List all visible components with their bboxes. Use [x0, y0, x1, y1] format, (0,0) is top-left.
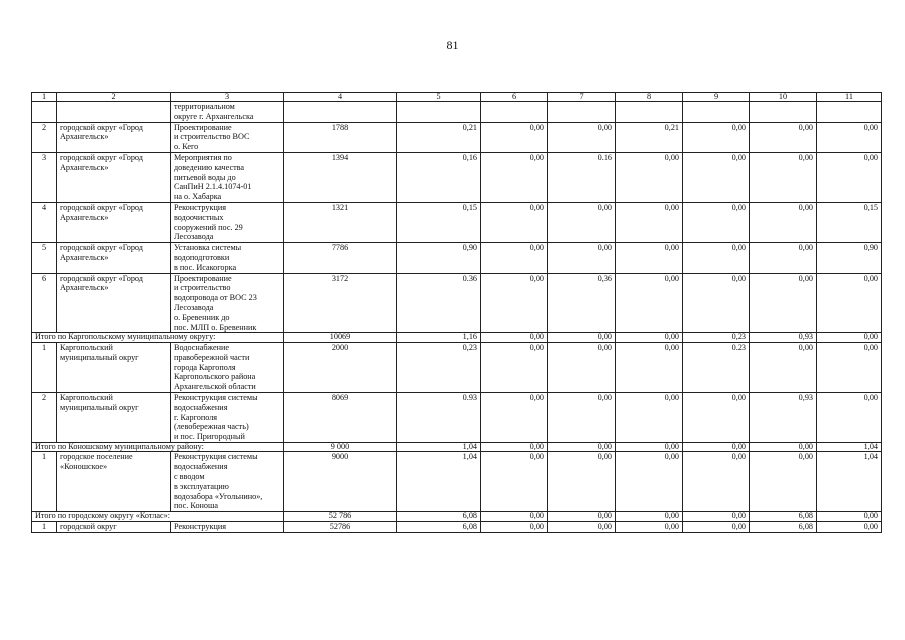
- table-row: [32, 342, 882, 392]
- table-cell: 0,00: [481, 333, 548, 343]
- table-cell: 0,00: [683, 521, 750, 532]
- table-cell: 0.93: [397, 392, 481, 442]
- table-cell: Каргопольский муниципальный округ: [57, 342, 171, 392]
- table-cell: 0,16: [397, 152, 481, 202]
- table-cell: [548, 102, 616, 123]
- table-cell: городской округ «Город Архангельск»: [57, 152, 171, 202]
- table-row: [32, 521, 882, 532]
- table-cell: 1: [32, 521, 57, 532]
- table-cell: 8069: [284, 392, 397, 442]
- total-row: [32, 333, 882, 343]
- table-cell: 0,00: [481, 342, 548, 392]
- table-cell: 1,04: [397, 452, 481, 512]
- table-cell: 6,08: [397, 521, 481, 532]
- table-cell: 0,00: [817, 512, 882, 522]
- table-cell: 0,00: [616, 392, 683, 442]
- table-cell: 1788: [284, 122, 397, 152]
- table-cell: 6,08: [750, 521, 817, 532]
- table-cell: 0,90: [817, 243, 882, 273]
- table-cell: 0,00: [548, 392, 616, 442]
- table-cell: Реконструкция системы водоснабжения с вводом в эксплуатацию водозабора «Угольнино», пос. Коноша: [171, 452, 284, 512]
- table-cell: 0,00: [750, 442, 817, 452]
- table-cell: городской округ «Город Архангельск»: [57, 202, 171, 242]
- table-header-row: [32, 93, 882, 102]
- total-row-label: Итого по Каргопольскому муниципальному округу:: [32, 333, 284, 343]
- table-cell: 0,00: [481, 122, 548, 152]
- table-cell: [683, 102, 750, 123]
- table-cell: 0,23: [397, 342, 481, 392]
- table-cell: Каргопольский муниципальный округ: [57, 392, 171, 442]
- table-cell: 2: [32, 122, 57, 152]
- table-cell: [397, 102, 481, 123]
- table-cell: 0,93: [750, 333, 817, 343]
- table-cell: 0,00: [683, 452, 750, 512]
- column-number-header: 2: [57, 93, 171, 102]
- table-cell: 0,00: [817, 521, 882, 532]
- table-cell: 0,21: [397, 122, 481, 152]
- table-cell: 2: [32, 392, 57, 442]
- table-cell: 0.23: [683, 342, 750, 392]
- table-cell: Реконструкция: [171, 521, 284, 532]
- table-row: [32, 202, 882, 242]
- table-cell: 0,00: [616, 442, 683, 452]
- table-cell: 0,00: [481, 273, 548, 333]
- table-cell: 0,00: [548, 452, 616, 512]
- table-cell: 0,00: [817, 333, 882, 343]
- table-cell: 0,00: [548, 122, 616, 152]
- table-cell: 1,04: [397, 442, 481, 452]
- table-cell: Реконструкция водоочистных сооружений пос. 29 Лесозавода: [171, 202, 284, 242]
- table-cell: 6,08: [750, 512, 817, 522]
- table-cell: 6: [32, 273, 57, 333]
- table-cell: 0,00: [683, 512, 750, 522]
- table-cell: 0,00: [750, 152, 817, 202]
- table-cell: 3172: [284, 273, 397, 333]
- table-cell: 0,00: [616, 333, 683, 343]
- table-cell: 0,93: [750, 392, 817, 442]
- table-cell: 0,00: [548, 521, 616, 532]
- table-cell: 52786: [284, 521, 397, 532]
- table-cell: 0,00: [616, 273, 683, 333]
- table-cell: городской округ «Город Архангельск»: [57, 122, 171, 152]
- table-row: [32, 152, 882, 202]
- table-cell: 1: [32, 452, 57, 512]
- table-cell: 0,00: [817, 122, 882, 152]
- table-cell: 0,00: [817, 273, 882, 333]
- table-cell: 0,15: [397, 202, 481, 242]
- table-cell: 0,00: [750, 122, 817, 152]
- table-cell: 2000: [284, 342, 397, 392]
- column-number-header: 8: [616, 93, 683, 102]
- table-cell: Установка системы водоподготовки в пос. Исакогорка: [171, 243, 284, 273]
- table-cell: 0,23: [683, 333, 750, 343]
- table-cell: 0,00: [481, 392, 548, 442]
- table-cell: 1: [32, 342, 57, 392]
- table-row: [32, 102, 882, 123]
- table-cell: 0,00: [548, 342, 616, 392]
- table-cell: 0,00: [548, 202, 616, 242]
- table-cell: 0,00: [683, 442, 750, 452]
- table-cell: 6,08: [397, 512, 481, 522]
- table-cell: 0,00: [750, 452, 817, 512]
- table-cell: Проектирование и строительство ВОС о. Кего: [171, 122, 284, 152]
- table-cell: городской округ «Город Архангельск»: [57, 273, 171, 333]
- total-row-label: Итого по городскому округу «Котлас»:: [32, 512, 284, 522]
- table-cell: [616, 102, 683, 123]
- table-row: [32, 273, 882, 333]
- table-cell: территориальном округе г. Архангельска: [171, 102, 284, 123]
- table-cell: [817, 102, 882, 123]
- table-cell: 0,00: [683, 243, 750, 273]
- table-cell: 0,00: [616, 243, 683, 273]
- table-cell: 0,15: [817, 202, 882, 242]
- table-cell: 0.16: [548, 152, 616, 202]
- table-cell: [32, 102, 57, 123]
- table-cell: 1321: [284, 202, 397, 242]
- column-number-header: 11: [817, 93, 882, 102]
- table-cell: 0,00: [683, 392, 750, 442]
- table-cell: 0,00: [616, 512, 683, 522]
- table-cell: 0,00: [481, 152, 548, 202]
- table-cell: 9 000: [284, 442, 397, 452]
- column-number-header: 4: [284, 93, 397, 102]
- table-cell: 7786: [284, 243, 397, 273]
- column-number-header: 5: [397, 93, 481, 102]
- page-number: 81: [446, 38, 459, 52]
- table-cell: 0,00: [817, 392, 882, 442]
- table-cell: [750, 102, 817, 123]
- table-cell: 9000: [284, 452, 397, 512]
- table-cell: 0,00: [548, 333, 616, 343]
- table-cell: Проектирование и строительство водопровода от ВОС 23 Лесозавода о. Бревенник до пос. МЛП о. Бревенник: [171, 273, 284, 333]
- table-cell: Водоснабжение правобережной части города Каргополя Каргопольского района Архангельской области: [171, 342, 284, 392]
- column-number-header: 9: [683, 93, 750, 102]
- table-cell: 3: [32, 152, 57, 202]
- table-row: [32, 452, 882, 512]
- table-cell: 0,21: [616, 122, 683, 152]
- table-cell: 0,00: [616, 342, 683, 392]
- table-cell: 0,00: [481, 202, 548, 242]
- table-cell: [57, 102, 171, 123]
- table-cell: 0,00: [548, 442, 616, 452]
- table-cell: 0,00: [817, 152, 882, 202]
- table-cell: 0,00: [817, 342, 882, 392]
- program-table: [31, 92, 882, 533]
- table-row: [32, 122, 882, 152]
- total-row-label: Итого по Коношскому муниципальному району:: [32, 442, 284, 452]
- column-number-header: 6: [481, 93, 548, 102]
- table-cell: 0,36: [548, 273, 616, 333]
- table-cell: 0,00: [481, 512, 548, 522]
- table-cell: 0,00: [481, 243, 548, 273]
- table-cell: Реконструкция системы водоснабжения г. Каргополя (левобережная часть) и пос. Пригородный: [171, 392, 284, 442]
- table-cell: 0,00: [750, 273, 817, 333]
- total-row: [32, 442, 882, 452]
- total-row: [32, 512, 882, 522]
- table-cell: 0,00: [548, 512, 616, 522]
- column-number-header: 7: [548, 93, 616, 102]
- table-cell: 52 786: [284, 512, 397, 522]
- table-cell: 5: [32, 243, 57, 273]
- table-cell: 0,00: [750, 202, 817, 242]
- table-cell: 0,00: [616, 452, 683, 512]
- table-cell: городской округ «Город Архангельск»: [57, 243, 171, 273]
- table-cell: 1394: [284, 152, 397, 202]
- table-cell: [481, 102, 548, 123]
- table-cell: городской округ: [57, 521, 171, 532]
- table-cell: 0.36: [397, 273, 481, 333]
- table-cell: 0,00: [616, 202, 683, 242]
- table-cell: 0,00: [683, 202, 750, 242]
- table-cell: 4: [32, 202, 57, 242]
- column-number-header: 1: [32, 93, 57, 102]
- column-number-header: 3: [171, 93, 284, 102]
- table-cell: 0,00: [548, 243, 616, 273]
- table-cell: 0,00: [481, 442, 548, 452]
- table-cell: 1,16: [397, 333, 481, 343]
- table-cell: 0,00: [616, 521, 683, 532]
- table-cell: [284, 102, 397, 123]
- table-cell: 1,04: [817, 452, 882, 512]
- table-cell: 0,00: [616, 152, 683, 202]
- table-cell: 0,00: [683, 273, 750, 333]
- table-cell: 0,00: [750, 342, 817, 392]
- table-row: [32, 392, 882, 442]
- column-number-header: 10: [750, 93, 817, 102]
- table-cell: 0,90: [397, 243, 481, 273]
- table-cell: 0,00: [750, 243, 817, 273]
- table-cell: 0,00: [683, 122, 750, 152]
- table-cell: 0,00: [683, 152, 750, 202]
- table-cell: 1,04: [817, 442, 882, 452]
- table-cell: Мероприятия по доведению качества питьевой воды до СанПиН 2.1.4.1074-01 на о. Хабарка: [171, 152, 284, 202]
- table-cell: 0,00: [481, 452, 548, 512]
- table-row: [32, 243, 882, 273]
- table-cell: 10069: [284, 333, 397, 343]
- table-cell: 0,00: [481, 521, 548, 532]
- table-cell: городское поселение «Коношское»: [57, 452, 171, 512]
